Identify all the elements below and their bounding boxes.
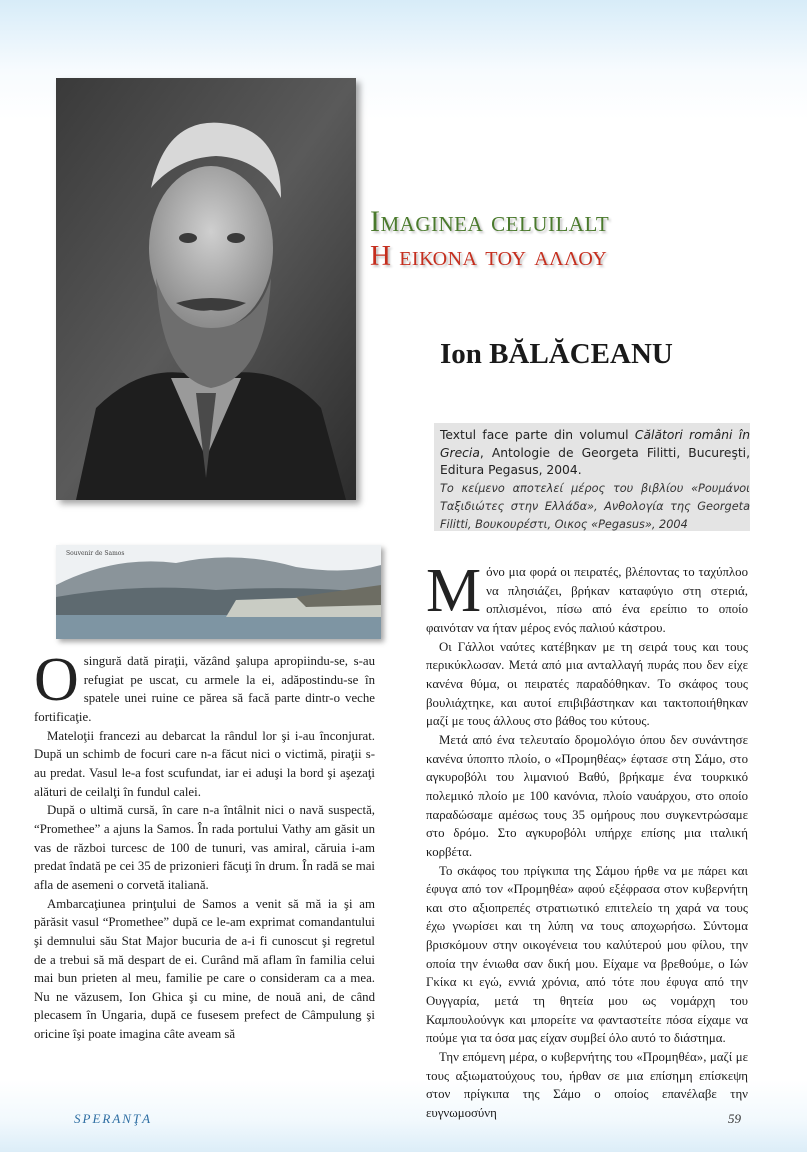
- source-ro-book: Călători români în Grecia: [440, 428, 750, 460]
- magazine-name: SPERANŢA: [74, 1111, 153, 1126]
- dropcap-left: O: [34, 646, 79, 714]
- author-name: Ion BĂLĂCEANU: [440, 338, 673, 370]
- page-number: 59: [728, 1111, 741, 1126]
- paragraph: Το σκάφος του πρίγκιπα της Σάμου ήρθε να με πάρει και έφυγα από τον «Προμηθέα» αφού εξέφρασα στον κυβερνήτη και στο αξιοπρεπές στρατιωτικό επιτελείο τη χαρά να τους έχω γνωρίσει και τη λύπη να τους αποχωρήσω. Σύντομα βρισκόμουν στην οικογένεια του καλύτερού μου φίλου, την οποία την ένιωθα σαν δική μου. Είχαμε να βρεθούμε, ο Ιών Γκίκα κι εγώ, εννιά χρόνια, από τότε που έφυγα από την Ουγγαρία, μετά τη θητεία μου ως νομάρχη του Καμπουλούνγκ και μπορείτε να φανταστείτε πόσα είχαμε να πούμε για τα όσα μας είχαν συμβεί όλο αυτό το διάστημα.: [426, 863, 748, 1046]
- paragraph: Οι Γάλλοι ναύτες κατέβηκαν με τη σειρά τους και τους περικύκλωσαν. Μετά από μια ανταλλαγή πυράς που δεν είχε κανένα θύμα, οι πειρατές παραδόθηκαν. Το σκάφος τους βουλιάχτηκε, και αυτοί επιβιβάστηκαν και τακτοποιήθηκαν μαζί με τους άλλους στο βάθος του κύτους.: [426, 639, 748, 729]
- title-romanian: Imaginea celuilalt: [370, 205, 610, 238]
- paragraph: Μόνο μια φορά οι πειρατές, βλέποντας το ταχύπλοο να πλησιάζει, βρήκαν καταφύγιο στη στεριά, οπλισμένοι, πίσω από ένα ερείπιο το οποίο φαινόταν να ήταν μέρος ενός παλιού κάστρου.: [426, 557, 748, 635]
- paragraph: Την επόμενη μέρα, ο κυβερνήτης του «Προμηθέα», μαζί με τους αξιωματούχους του, ήρθαν σε μια επίσημη επίσκεψη στον πρίγκιπα της Σάμο ο οποίος επανέλαβε την ευγνωμοσύνη: [426, 1050, 748, 1121]
- paragraph: Mateloţii francezi au debarcat la rândul lor şi i-au înconjurat. După un schimb de focuri care n-a făcut nici o victimă, piraţii s-au predat. Vasul le-a fost scufundat, iar ei aduşi la bord şi aşezaţi alături de ceilalţi în fundul calei.: [34, 728, 375, 799]
- source-ro-suffix: , Antologie de Georgeta Filitti, Bucureşti, Editura Pegasus, 2004.: [440, 445, 750, 477]
- greek-text-column: [426, 557, 748, 1123]
- dropcap-right: Μ: [426, 557, 482, 625]
- paragraph: Ambarcaţiunea prinţului de Samos a venit să mă ia şi am părăsit vasul “Promethee” după ce le-am exprimat comandantului şi demnului său Stat Major bucuria de a-i fi cunoscut şi regretul de a trebui să mă despart de ei. Curând mă aflam în familia celui mai bun prieten al meu, familie pe care o consideram ca a mea. Nu ne văzusem, Ion Ghica şi cu mine, de nouă ani, de când plecasem în Ungaria, după ce fusesem prefect de Câmpulung şi oricine îşi poate imagina câte aveam să: [34, 896, 375, 1042]
- paragraph: După o ultimă cursă, în care n-a întâlnit nici o navă suspectă, “Promethee” a ajuns la Samos. În rada portului Vathy am găsit un vas de război turcesc de 100 de tunuri, vas amiral, căruia i-am predat îndată pe cei 35 de prizonieri făcuţi în drum. În radă se mai afla de asemeni o corvetă italiană.: [34, 803, 375, 892]
- source-note: [434, 423, 750, 531]
- postcard-image: [56, 545, 381, 639]
- samos-postcard: [56, 545, 381, 639]
- title-greek: Η εικονα του αλλου: [370, 240, 608, 272]
- author-portrait: [56, 78, 356, 500]
- postcard-caption: Souvenir de Samos: [66, 550, 125, 557]
- paragraph: Μετά από ένα τελευταίο δρομολόγιο όπου δεν συνάντησε κανένα ύποπτο πλοίο, ο «Προμηθέας» έφτασε στη Σάμο, στο αγκυροβόλι του λιμανιού Βαθύ, βρήκαμε ένα τουρκικό πολεμικό πλοίο με 100 κανόνια, πλοίο ναυάρχου, στο οποίο παραδώσαμε αμέσως τους 35 ομήρους που συγκεντρώσαμε στο δρόμο. Στο αγκυροβόλι υπήρχε επίσης μια ιταλική κορβέτα.: [426, 732, 748, 859]
- source-greek: Το κείμενο αποτελεί μέρος του βιβλίου «Ρουμάνοι Ταξιδιώτες στην Ελλάδα», Ανθολογία της Georgeta Filitti, Βουκουρέστι, Οικος «Pegasus», 2004: [440, 481, 750, 531]
- romanian-text-column: [34, 646, 375, 1044]
- paragraph: Osingură dată piraţii, văzând şalupa apropiindu-se, s-au refugiat pe uscat, cu armele la ei, adăpostindu-se în spatele unei ruine ce părea să facă parte dintr-o veche fortificaţie.: [34, 646, 375, 724]
- source-ro-prefix: Textul face parte din volumul: [440, 428, 635, 442]
- portrait-image: [56, 78, 356, 500]
